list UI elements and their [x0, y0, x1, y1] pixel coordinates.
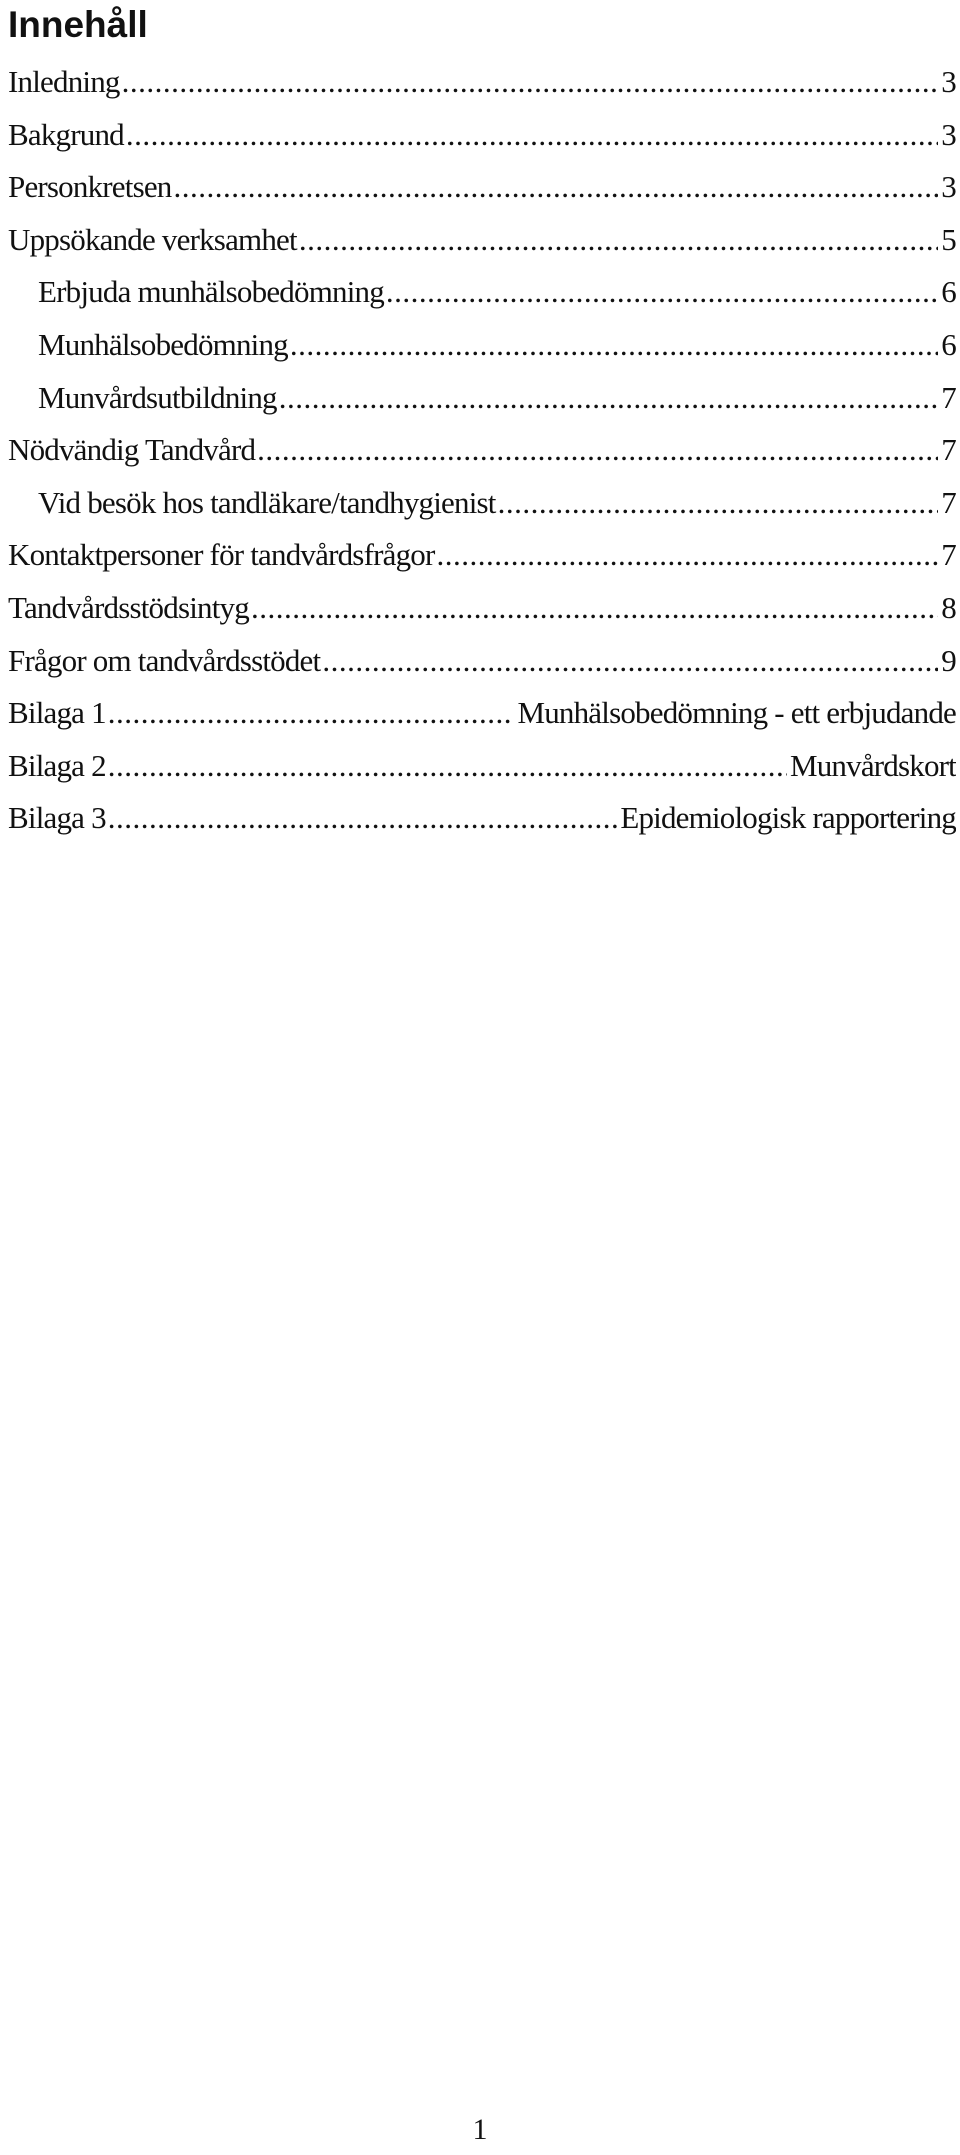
toc-entry-label: Munvårdsutbildning — [38, 379, 277, 415]
toc-dot-leader — [279, 372, 939, 425]
toc-entry-label: Inledning — [8, 64, 120, 99]
toc-dot-leader — [498, 477, 939, 530]
toc-entry — [8, 56, 956, 109]
toc-dot-leader — [108, 740, 787, 793]
toc-dot-leader — [122, 56, 939, 109]
toc-entry — [8, 635, 956, 688]
toc-entry — [8, 109, 956, 162]
toc-entry-label: Bilaga 2 — [8, 747, 106, 783]
toc-entry — [8, 687, 956, 740]
toc-entry — [8, 161, 956, 214]
toc-subentry — [8, 477, 956, 530]
toc-entry — [8, 424, 956, 477]
toc-entry-page: 3 — [941, 116, 956, 152]
toc-dot-leader — [386, 266, 938, 319]
toc-entry-label: Frågor om tandvårdsstödet — [8, 642, 321, 678]
toc-dot-leader — [108, 792, 618, 845]
toc-entry-label: Vid besök hos tandläkare/tandhygienist — [38, 484, 496, 520]
toc-entry-label: Kontaktpersoner för tandvårdsfrågor — [8, 537, 435, 573]
toc-subentry — [8, 372, 956, 425]
toc-dot-leader — [251, 582, 938, 635]
toc-dot-leader — [437, 529, 939, 582]
toc-entry-page: 7 — [941, 484, 956, 520]
toc-entry-label: Bilaga 3 — [8, 800, 106, 836]
toc-entry-page: 3 — [941, 169, 956, 205]
toc-entry-label: Personkretsen — [8, 169, 172, 205]
table-of-contents — [8, 56, 956, 845]
toc-dot-leader — [257, 424, 938, 477]
toc-entry-label: Uppsökande verksamhet — [8, 221, 297, 257]
toc-entry-page: 7 — [941, 379, 956, 415]
page-number: 1 — [472, 2113, 488, 2146]
toc-entry-page: 5 — [941, 221, 956, 257]
toc-dot-leader — [322, 635, 938, 688]
toc-entry-page: 7 — [941, 432, 956, 468]
toc-entry — [8, 792, 956, 845]
toc-entry-page: 6 — [941, 274, 956, 310]
toc-entry-page: 3 — [941, 64, 956, 99]
toc-entry — [8, 214, 956, 267]
toc-subentry — [8, 319, 956, 372]
toc-entry-page: 9 — [941, 642, 956, 678]
toc-entry-label: Bilaga 1 — [8, 695, 106, 731]
toc-dot-leader — [108, 687, 515, 740]
toc-dot-leader — [290, 319, 938, 372]
toc-entry-page: Munvårdskort — [789, 747, 956, 783]
toc-entry-page: Munhälsobedömning - ett erbjudande — [517, 695, 956, 731]
toc-entry — [8, 740, 956, 793]
toc-entry-label: Bakgrund — [8, 116, 124, 152]
toc-dot-leader — [299, 214, 938, 267]
toc-dot-leader — [174, 161, 939, 214]
toc-dot-leader — [126, 109, 938, 162]
toc-entry-page: 7 — [941, 537, 956, 573]
toc-entry-label: Munhälsobedömning — [38, 326, 288, 362]
toc-entry-page: 6 — [941, 326, 956, 362]
toc-entry — [8, 582, 956, 635]
toc-subentry — [8, 266, 956, 319]
toc-entry-page: 8 — [941, 589, 956, 625]
toc-entry-label: Nödvändig Tandvård — [8, 432, 256, 468]
toc-entry-label: Erbjuda munhälsobedömning — [38, 274, 384, 310]
toc-entry-label: Tandvårdsstödsintyg — [8, 589, 249, 625]
toc-entry — [8, 529, 956, 582]
toc-title: Innehåll — [8, 4, 148, 45]
toc-entry-page: Epidemiologisk rapportering — [620, 800, 956, 836]
